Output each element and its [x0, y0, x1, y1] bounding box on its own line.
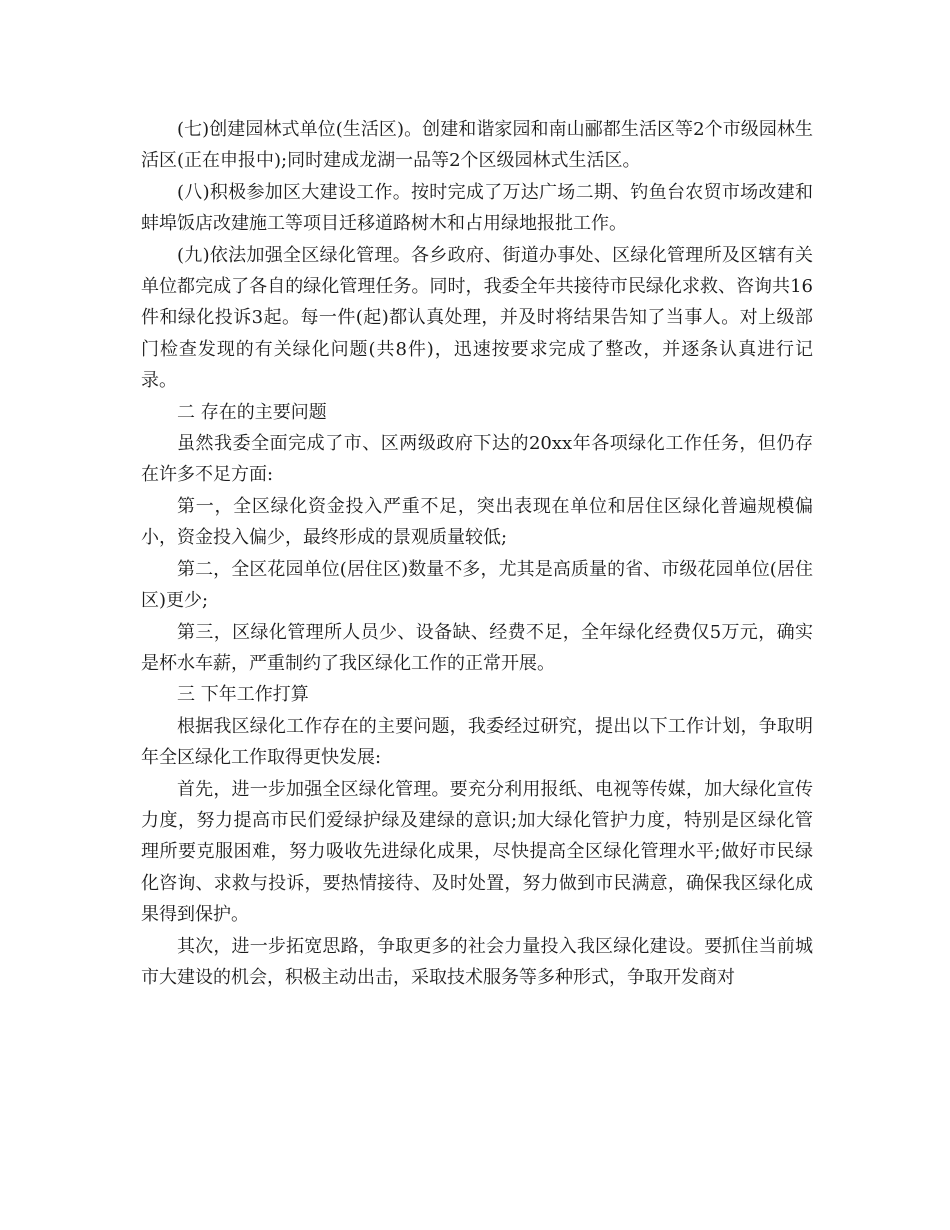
paragraph-problem-second: 第二，全区花园单位(居住区)数量不多，尤其是高质量的省、市级花园单位(居住区)更少; — [141, 558, 813, 612]
section-heading-problems: 二 存在的主要问题 — [177, 401, 327, 423]
paragraph-park-units: (七)创建园林式单位(生活区)。创建和谐家园和南山郦都生活区等2个市级园林生活区(正在申报中);同时建成龙湖一品等2个区级园林式生活区。 — [141, 119, 813, 172]
paragraph-problems-intro: 虽然我委全面完成了市、区两级政府下达的20xx年各项绿化工作任务，但仍存在许多不足方面: — [141, 433, 813, 486]
paragraph-plan-intro: 根据我区绿化工作存在的主要问题，我委经过研究，提出以下工作计划，争取明年全区绿化工作取得更快发展: — [141, 715, 813, 769]
paragraph-plan-second: 其次，进一步拓宽思路，争取更多的社会力量投入我区绿化建设。要抓住当前城市大建设的机会，积极主动出击，采取技术服务等多种形式，争取开发商对 — [141, 935, 813, 988]
section-heading-next-year-plan: 三 下年工作打算 — [177, 684, 309, 706]
paragraph-district-construction: (八)积极参加区大建设工作。按时完成了万达广场二期、钓鱼台农贸市场改建和蚌埠饭店改建施工等项目迁移道路树木和占用绿地报批工作。 — [141, 181, 813, 235]
paragraph-problem-third: 第三，区绿化管理所人员少、设备缺、经费不足，全年绿化经费仅5万元，确实是杯水车薪，严重制约了我区绿化工作的正常开展。 — [141, 621, 813, 674]
paragraph-greening-management: (九)依法加强全区绿化管理。各乡政府、街道办事处、区绿化管理所及区辖有关单位都完成了各自的绿化管理任务。同时，我委全年共接待市民绿化求救、咨询共16件和绿化投诉3起。每一件(起)都认真处理，并及时将结果告知了当事人。对上级部门检查发现的有关绿化问题(共8件)，迅速按要求完成了整改，并逐条认真进行记录。 — [141, 244, 813, 392]
document-body — [141, 114, 813, 993]
paragraph-problem-first: 第一，全区绿化资金投入严重不足，突出表现在单位和居住区绿化普遍规模偏小，资金投入偏少，最终形成的景观质量较低; — [141, 495, 813, 549]
paragraph-plan-first: 首先，进一步加强全区绿化管理。要充分利用报纸、电视等传媒，加大绿化宣传力度，努力提高市民们爱绿护绿及建绿的意识;加大绿化管护力度，特别是区绿化管理所要克服困难，努力吸收先进绿化成果，尽快提高全区绿化管理水平;做好市民绿化咨询、求救与投诉，要热情接待、及时处置，努力做到市民满意，确保我区绿化成果得到保护。 — [141, 778, 813, 926]
